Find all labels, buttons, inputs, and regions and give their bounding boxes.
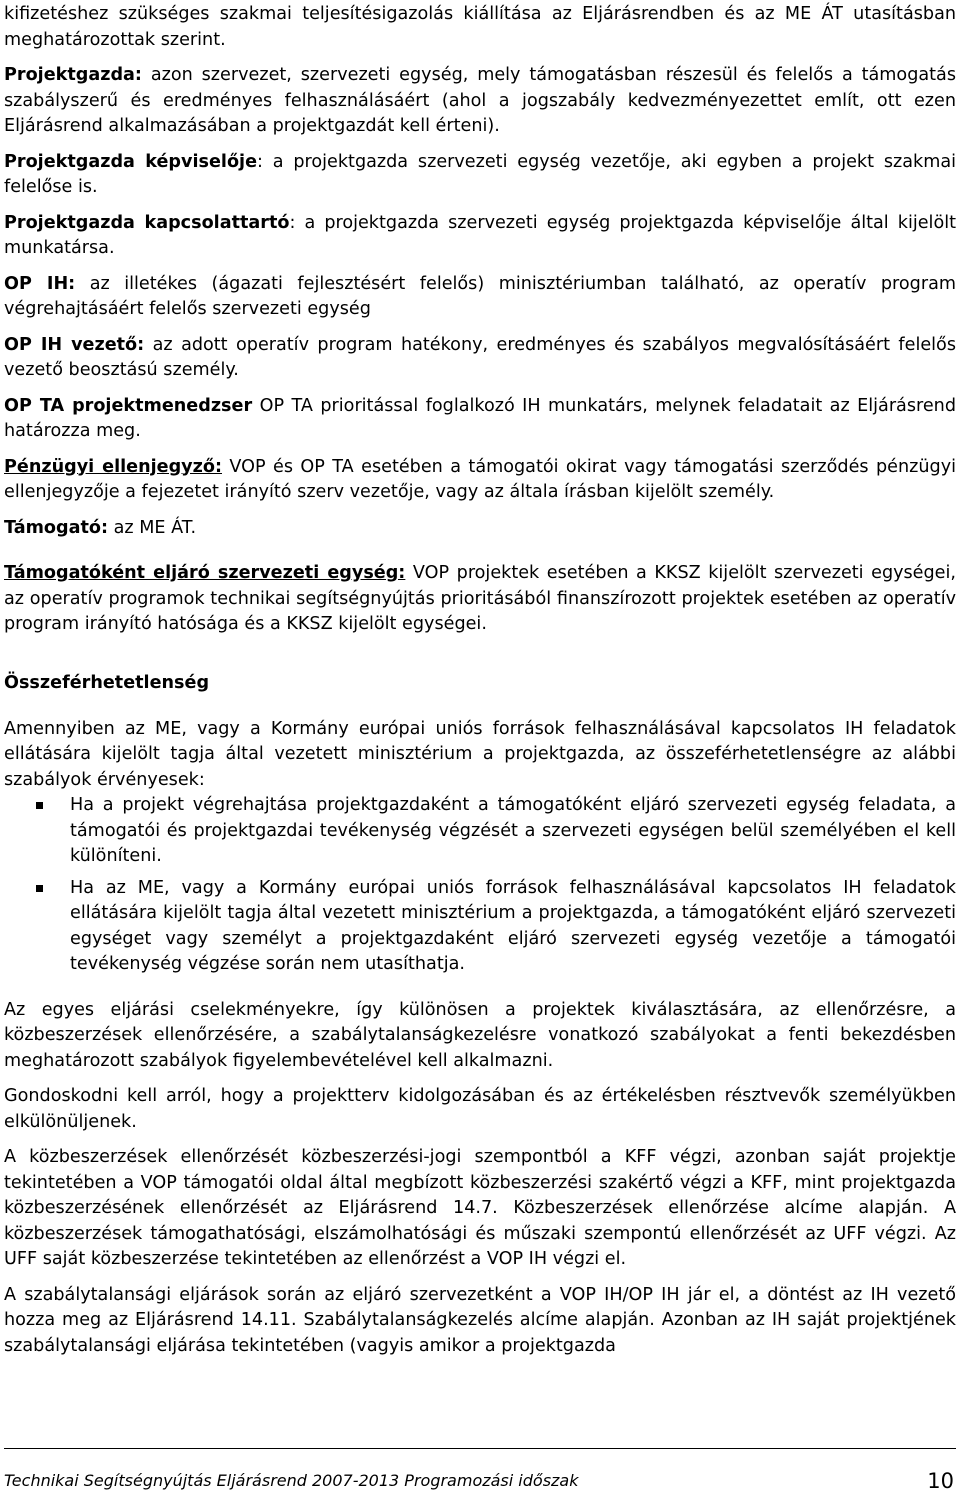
body-paragraph: A közbeszerzések ellenőrzését közbeszerzési-jogi szempontból a KFF végzi, azonban saját projektje tekintetében a VOP támogatói oldal által megbízott közbeszerzési szakértő végzi a KFF, mint projektgazda közbeszerzésének ellenőrzését az Eljárásrend 14.7. Közbeszerzések ellenőrzése alcíme alapján. A közbeszerzések támogathatósági, elszámolhatósági és műszaki szempontú ellenőrzését az UFF végzi. Az UFF saját közbeszerzése tekintetében az ellenőrzést a VOP IH végzi el. <box>4 1147 956 1269</box>
body-paragraph: A szabálytalansági eljárások során az eljáró szervezetként a VOP IH/OP IH jár el, a döntést az IH vezető hozza meg az Eljárásrend 14.11. Szabálytalanságkezelés alcíme alapján. Azonban az IH saját projektjének szabálytalansági eljárása tekintetében (vagyis amikor a projektgazda <box>4 1284 956 1356</box>
body-paragraph: Gondoskodni kell arról, hogy a projektterv kidolgozásában és az értékelésben résztvevők személyükben elkülönüljenek. <box>4 1086 956 1132</box>
list-item: Ha az ME, vagy a Kormány európai uniós források felhasználásával kapcsolatos IH feladatok ellátására kijelölt tagja által vezetett minisztérium a projektgazda, a támogatóként eljáró szervezeti egységet vagy személyt a projektgazdaként eljáró szervezeti egység vezetője a támogatói tevékenység végzése során nem utasíthatja. <box>4 876 956 978</box>
definition-projektgazda-kapcsolattarto <box>4 211 956 262</box>
definition-projektgazda <box>4 63 956 140</box>
definition-text: VOP és OP TA esetében a támogatói okirat vagy támogatási szerződés pénzügyi ellenjegyzője a fejezetet irányító szerv vezetője, vagy az általa írásban kijelölt személy. <box>4 456 956 502</box>
definition-term: Projektgazda kapcsolattartó <box>4 212 290 233</box>
definition-term: OP TA projektmenedzser <box>4 395 253 416</box>
definition-projektgazda-kepviseloje <box>4 150 956 201</box>
definition-term: Támogatóként eljáró szervezeti egység: <box>4 563 406 583</box>
definition-term: OP IH: <box>4 273 76 294</box>
definition-tamogatokent-eljaro <box>4 561 956 638</box>
footer-title: Technikai Segítségnyújtás Eljárásrend 2007-2013 Programozási időszak <box>4 1471 579 1490</box>
definition-op-ih-vezeto <box>4 333 956 384</box>
page-number: 10 <box>927 1469 954 1493</box>
definition-penzugyi-ellenjegyzo <box>4 455 956 506</box>
bullet-list <box>4 793 956 978</box>
definition-text: az illetékes (ágazati fejlesztésért felelős) minisztériumban található, az operatív program végrehajtásáért felelős szervezeti egység <box>4 273 956 319</box>
definition-term: Támogató: <box>4 517 109 538</box>
definition-text: OP TA prioritással foglalkozó IH munkatárs, melynek feladatait az Eljárásrend határozza meg. <box>4 395 956 441</box>
definition-term: Pénzügyi ellenjegyző: <box>4 456 222 477</box>
definition-term: Projektgazda képviselője <box>4 151 258 172</box>
body-paragraph: Az egyes eljárási cselekményekre, így különösen a projektek kiválasztására, az ellenőrzésre, a közbeszerzések ellenőrzésére, a szabálytalanságkezelésre vonatkozó szabályokat a fenti bekezdésben meghatározott szabályok figyelembevételével kell alkalmazni. <box>4 999 956 1071</box>
list-item: Ha a projekt végrehajtása projektgazdaként a támogatóként eljáró szervezeti egység feladata, a támogatói és projektgazdai tevékenység végzését a szervezeti egységen belül személyében el kell különíteni. <box>4 793 956 870</box>
definition-text: az ME ÁT. <box>108 517 197 538</box>
definition-text: : a projektgazda szervezeti egység vezetője, aki egyben a projekt szakmai felelőse is. <box>4 151 957 197</box>
section-lead-paragraph: Amennyiben az ME, vagy a Kormány európai uniós források felhasználásával kapcsolatos IH feladatok ellátására kijelölt tagja által vezetett minisztérium a projektgazda, az összeférhetetlenségre az alábbi szabályok érvényesek: <box>4 718 956 790</box>
definition-tamogato <box>4 516 956 542</box>
square-bullet-icon <box>36 802 43 809</box>
definition-text: VOP projektek esetében a KKSZ kijelölt szervezeti egységei, az operatív programok technikai segítségnyújtás prioritásából finanszírozott projektek esetében az operatív program irányító hatósága és a KKSZ kijelölt egységei. <box>4 563 956 634</box>
definition-text: az adott operatív program hatékony, eredményes és szabályos megvalósításáért felelős vezető beosztású személy. <box>4 334 956 380</box>
definition-term: Projektgazda: <box>4 65 142 85</box>
definition-text: : a projektgazda szervezeti egység projektgazda képviselője által kijelölt munkatársa. <box>4 212 956 258</box>
definition-op-ih <box>4 272 956 323</box>
definition-text: azon szervezet, szervezeti egység, mely támogatásban részesül és felelős a támogatás szabályszerű és eredményes felhasználásáért (ahol a jogszabály kedvezményezettet említ, ott ezen Eljárásrend alkalmazásában a projektgazdát kell érteni). <box>4 65 956 136</box>
document-page <box>4 0 956 1359</box>
section-heading: Összeférhetetlenség <box>4 672 210 693</box>
definition-term: OP IH vezető: <box>4 334 145 355</box>
definition-op-ta-projektmenedzser <box>4 394 956 445</box>
square-bullet-icon <box>36 885 43 892</box>
intro-paragraph: kifizetéshez szükséges szakmai teljesítésigazolás kiállítása az Eljárásrendben és az ME ÁT utasításban meghatározottak szerint. <box>4 4 956 50</box>
page-footer <box>4 1448 956 1493</box>
